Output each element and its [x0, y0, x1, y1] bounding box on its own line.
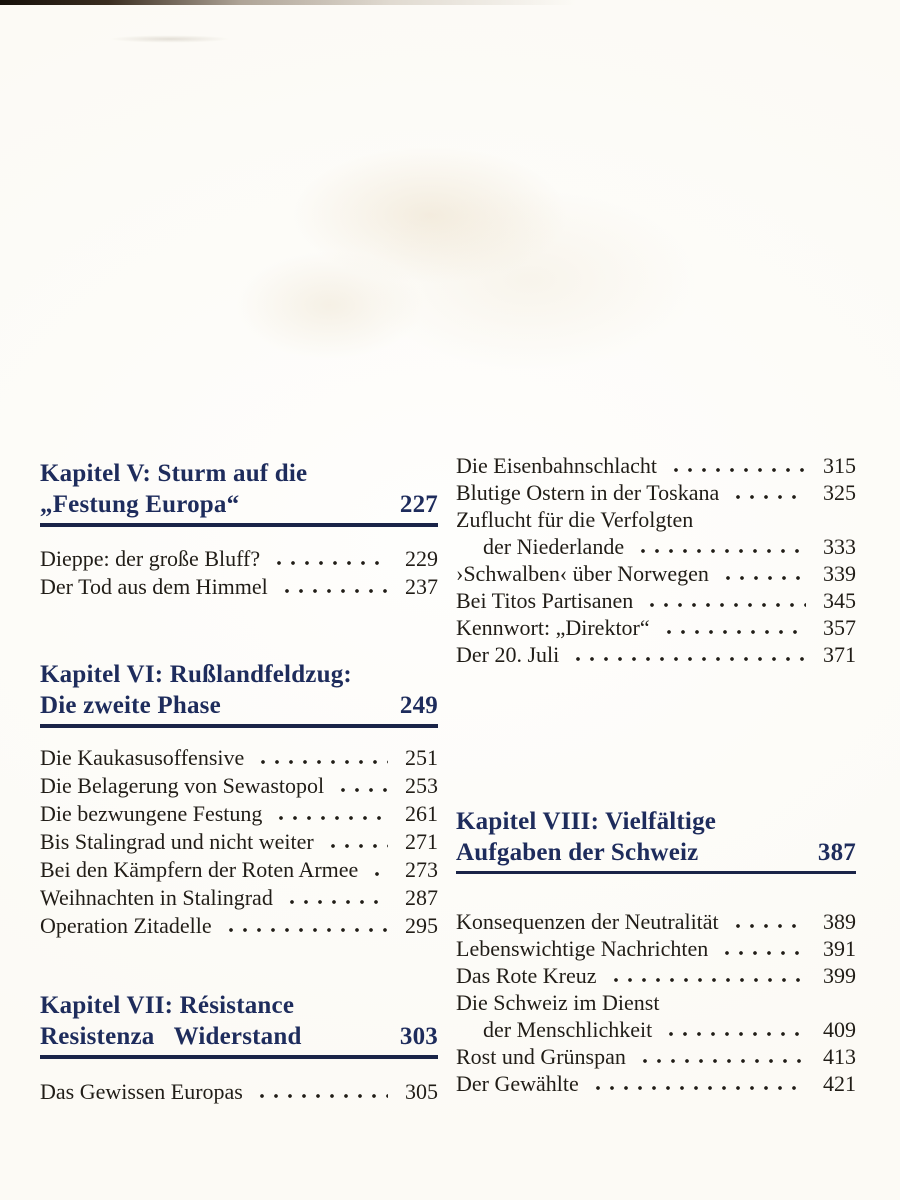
entry-title: Die bezwungene Festung — [40, 801, 263, 826]
toc-entry — [456, 908, 856, 935]
entry-page-number: 305 — [405, 1079, 438, 1104]
entry-title: Der 20. Juli — [456, 642, 560, 667]
toc-entry — [40, 800, 438, 828]
book-top-edge-shadow — [0, 0, 600, 5]
entry-title: Dieppe: der große Bluff? — [40, 546, 261, 571]
toc-right-column — [456, 452, 856, 1097]
chapter-vii-entries — [40, 1078, 438, 1106]
entry-title: Das Gewissen Europas — [40, 1079, 243, 1104]
entry-page-number: 413 — [823, 1044, 856, 1069]
entry-page-number: 271 — [405, 829, 438, 854]
entry-title: Kennwort: „Direktor“ — [456, 615, 650, 640]
chapter-heading-line: Kapitel VIII: Vielfältige — [456, 808, 717, 835]
dot-leader — [323, 828, 388, 856]
entry-page-number: 253 — [405, 773, 438, 798]
heading-rule — [40, 523, 438, 527]
toc-left-column — [40, 458, 438, 1106]
toc-entry — [40, 744, 438, 772]
chapter-heading-line: Aufgaben der Schweiz — [456, 839, 699, 866]
dot-leader — [717, 935, 806, 962]
toc-entry-wrapped-first-line — [456, 506, 856, 533]
toc-entry — [40, 828, 438, 856]
entry-page-number: 391 — [823, 936, 856, 961]
entry-page-number: 237 — [405, 574, 438, 599]
dot-leader — [728, 908, 806, 935]
chapter-heading-line: Kapitel V: Sturm auf die — [40, 460, 308, 487]
entry-title: Die Schweiz im Dienst — [456, 990, 660, 1015]
toc-entry-wrapped-second-line — [456, 1016, 856, 1043]
chapter-heading-line: Kapitel VII: Résistance — [40, 992, 295, 1019]
toc-entry — [40, 772, 438, 800]
entry-page-number: 389 — [823, 909, 856, 934]
toc-entry — [40, 884, 438, 912]
toc-entry-wrapped-first-line — [456, 989, 856, 1016]
entry-title: Der Gewählte — [456, 1071, 579, 1096]
toc-entry — [40, 573, 438, 601]
toc-entry — [456, 935, 856, 962]
dot-leader — [568, 641, 806, 668]
entry-title: Lebenswichtige Nachrichten — [456, 936, 709, 961]
toc-entry — [40, 856, 438, 884]
toc-entry — [456, 641, 856, 668]
entry-page-number: 333 — [823, 534, 856, 559]
dot-leader — [642, 587, 806, 614]
entry-page-number: 315 — [823, 453, 856, 478]
entry-title: Die Eisenbahnschlacht — [456, 453, 657, 478]
chapter-heading-line: Resistenza Widerstand — [40, 1023, 302, 1050]
toc-entry — [456, 479, 856, 506]
entry-title: Der Tod aus dem Himmel — [40, 574, 268, 599]
dot-leader — [606, 962, 806, 989]
entry-page-number: 399 — [823, 963, 856, 988]
toc-entry — [40, 545, 438, 573]
chapter-heading-line: Kapitel VI: Rußlandfeldzug: — [40, 661, 352, 688]
dot-leader — [333, 772, 388, 800]
dot-leader — [367, 856, 388, 884]
toc-entry — [456, 1070, 856, 1097]
chapter-page-number: 227 — [399, 491, 438, 518]
dot-leader — [666, 452, 806, 479]
dot-leader — [277, 573, 388, 601]
toc-entry — [40, 912, 438, 940]
dot-leader — [269, 545, 388, 573]
paper-smudge — [90, 34, 250, 44]
dot-leader — [588, 1070, 806, 1097]
chapter-viii-entries — [456, 908, 856, 1097]
entry-title: der Niederlande — [483, 534, 625, 559]
entry-title: Das Rote Kreuz — [456, 963, 597, 988]
chapter-v-entries — [40, 545, 438, 601]
entry-page-number: 287 — [405, 885, 438, 910]
entry-title: Zuflucht für die Verfolgten — [456, 507, 694, 532]
entry-page-number: 325 — [823, 480, 856, 505]
chapter-vii-continued-entries — [456, 452, 856, 668]
heading-rule — [40, 724, 438, 728]
chapter-page-number: 249 — [399, 692, 438, 719]
entry-title: ›Schwalben‹ über Norwegen — [456, 561, 709, 586]
entry-page-number: 261 — [405, 801, 438, 826]
dot-leader — [659, 614, 806, 641]
chapter-vi-entries — [40, 744, 438, 940]
entry-title: Bei den Kämpfern der Roten Armee — [40, 857, 359, 882]
entry-page-number: 339 — [823, 561, 856, 586]
entry-page-number: 251 — [405, 745, 438, 770]
toc-entry-wrapped-second-line — [456, 533, 856, 560]
toc-entry — [456, 1043, 856, 1070]
toc-entry — [456, 587, 856, 614]
chapter-vii-heading — [40, 990, 438, 1059]
heading-rule — [40, 1055, 438, 1059]
entry-title: Weihnachten in Stalingrad — [40, 885, 273, 910]
dot-leader — [271, 800, 388, 828]
entry-title: Operation Zitadelle — [40, 913, 212, 938]
entry-page-number: 371 — [823, 642, 856, 667]
dot-leader — [718, 560, 806, 587]
chapter-vi-heading — [40, 659, 438, 728]
dot-leader — [282, 884, 388, 912]
heading-rule — [456, 871, 856, 874]
chapter-heading-line: Die zweite Phase — [40, 692, 221, 719]
chapter-v-heading — [40, 458, 438, 527]
dot-leader — [661, 1016, 806, 1043]
entry-title: Die Kaukasusoffensive — [40, 745, 245, 770]
toc-entry — [456, 560, 856, 587]
chapter-heading-line: „Festung Europa“ — [40, 491, 240, 518]
chapter-viii-heading — [456, 806, 856, 874]
toc-entry — [456, 962, 856, 989]
entry-title: der Menschlichkeit — [483, 1017, 653, 1042]
entry-page-number: 409 — [823, 1017, 856, 1042]
dot-leader — [221, 912, 388, 940]
entry-title: Blutige Ostern in der Toskana — [456, 480, 720, 505]
chapter-page-number: 387 — [817, 839, 856, 866]
entry-title: Konsequenzen der Neutralität — [456, 909, 719, 934]
entry-page-number: 357 — [823, 615, 856, 640]
entry-title: Die Belagerung von Sewastopol — [40, 773, 325, 798]
entry-page-number: 295 — [405, 913, 438, 938]
dot-leader — [253, 744, 388, 772]
toc-entry — [40, 1078, 438, 1106]
entry-page-number: 345 — [823, 588, 856, 613]
dot-leader — [252, 1078, 388, 1106]
dot-leader — [633, 533, 806, 560]
toc-entry — [456, 452, 856, 479]
toc-entry — [456, 614, 856, 641]
entry-title: Bis Stalingrad und nicht weiter — [40, 829, 314, 854]
entry-page-number: 421 — [823, 1071, 856, 1096]
entry-title: Bei Titos Partisanen — [456, 588, 634, 613]
entry-title: Rost und Grünspan — [456, 1044, 626, 1069]
dot-leader — [728, 479, 806, 506]
chapter-page-number: 303 — [399, 1023, 438, 1050]
entry-page-number: 229 — [405, 546, 438, 571]
dot-leader — [635, 1043, 806, 1070]
entry-page-number: 273 — [405, 857, 438, 882]
